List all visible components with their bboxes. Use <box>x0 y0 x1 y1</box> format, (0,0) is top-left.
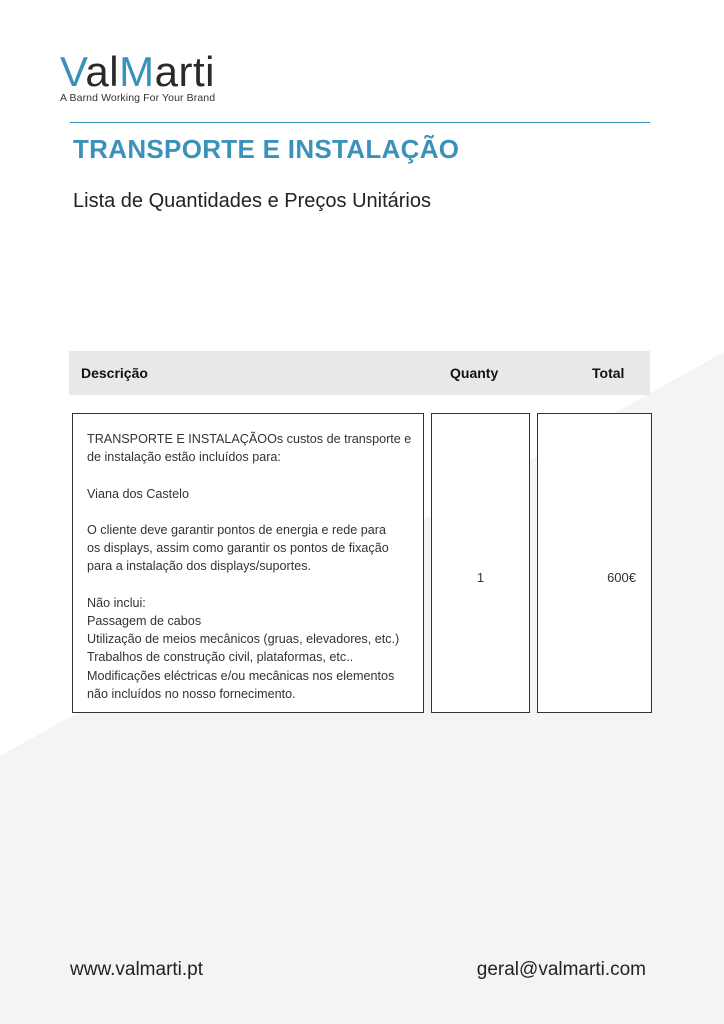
header-divider <box>70 122 650 123</box>
table-header <box>69 351 650 395</box>
quantity-value: 1 <box>476 570 485 585</box>
logo-tagline: A Barnd Working For Your Brand <box>60 92 216 104</box>
description-cell <box>72 413 424 713</box>
description-paragraph: Viana dos Castelo <box>87 486 189 501</box>
column-header-quantity: Quanty <box>450 365 499 381</box>
description-paragraph: TRANSPORTE E INSTALAÇÃOOs custos de transporte e de instalação estão incluídos para: <box>87 432 412 465</box>
total-cell <box>537 413 652 713</box>
description-paragraph: O cliente deve garantir pontos de energia e rede para os displays, assim como garantir os pontos de fixação para a instalação dos displays/suportes. <box>87 522 389 574</box>
column-header-description: Descrição <box>81 365 148 381</box>
description-paragraph: Não inclui: Passagem de cabos Utilização de meios mecânicos (gruas, elevadores, etc.) Trabalhos de construção civil, plataformas, etc.. Modificações eléctricas e/ou mecânicas nos elementos não incluídos no nosso fornecimento. <box>87 595 400 701</box>
footer-email: geral@valmarti.com <box>476 959 646 980</box>
footer-website: www.valmarti.pt <box>70 959 204 980</box>
page-title: TRANSPORTE E INSTALAÇÃO <box>73 134 460 164</box>
logo-wordmark: ValMarti <box>60 48 215 95</box>
quantity-cell <box>431 413 530 713</box>
column-header-total: Total <box>592 365 625 381</box>
page-subtitle: Lista de Quantidades e Preços Unitários <box>73 190 431 212</box>
total-value: 600€ <box>607 570 636 585</box>
brand-logo <box>60 50 215 104</box>
